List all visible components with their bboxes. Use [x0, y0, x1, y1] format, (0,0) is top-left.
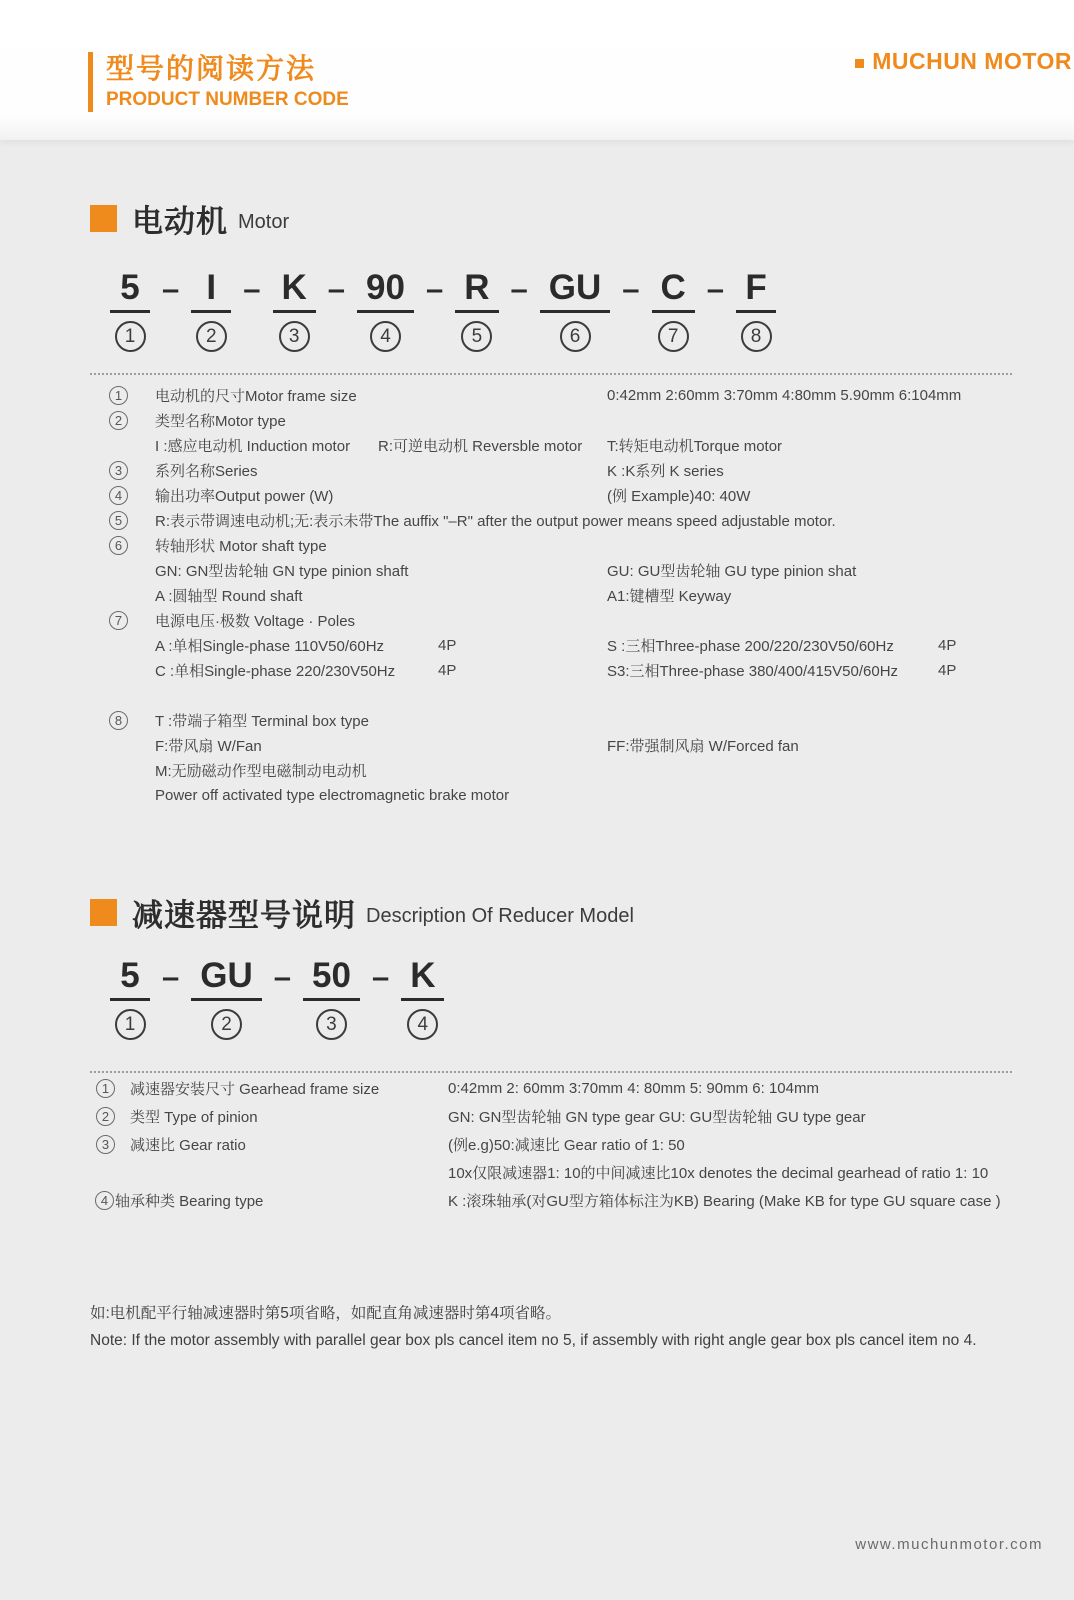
spec-row	[90, 708, 1022, 733]
spec-row	[90, 408, 1022, 433]
code-dash: –	[327, 271, 346, 306]
row-option: 4P	[438, 662, 457, 679]
row-option: 4P	[938, 637, 957, 654]
code-segment	[401, 956, 444, 1040]
row-number: 2	[109, 411, 128, 430]
row-label: T :带端子箱型 Terminal box type	[155, 713, 369, 730]
row-label: 电动机的尺寸Motor frame size	[155, 388, 357, 405]
brand-name: MUCHUN MOTOR	[872, 48, 1072, 74]
spec-row	[90, 658, 1022, 683]
code-text: 5	[110, 956, 150, 1001]
row-option: F:带风扇 W/Fan	[155, 738, 262, 755]
row-option: A :圆轴型 Round shaft	[155, 588, 303, 605]
row-number: 3	[109, 461, 128, 480]
row-option: C :单相Single-phase 220/230V50Hz	[155, 663, 396, 680]
spec-row	[90, 583, 1022, 608]
row-number: 3	[96, 1135, 115, 1154]
reducer-heading-en: Description Of Reducer Model	[366, 905, 634, 927]
spec-row	[90, 783, 1022, 808]
spec-row	[90, 1130, 1022, 1158]
reducer-spec-list	[90, 1074, 1022, 1214]
code-segment	[736, 268, 776, 352]
top-band	[0, 0, 1074, 140]
row-number: 6	[109, 536, 128, 555]
motor-spec-list	[90, 383, 1022, 808]
row-value: GN: GN型齿轮轴 GN type gear GU: GU型齿轮轴 GU type gear	[448, 1108, 866, 1126]
spec-row	[90, 1186, 1022, 1214]
code-segment	[110, 268, 150, 352]
code-text: GU	[191, 956, 262, 1001]
row-value: 0:42mm 2: 60mm 3:70mm 4: 80mm 5: 90mm 6: 104mm	[448, 1079, 819, 1097]
code-segment	[540, 268, 611, 352]
row-number: 4	[109, 486, 128, 505]
brand-logo	[855, 48, 1072, 75]
row-option: FF:带强制风扇 W/Forced fan	[607, 738, 799, 755]
row-number: 1	[96, 1079, 115, 1098]
row-label: 类型名称Motor type	[155, 413, 286, 430]
code-dash: –	[425, 271, 444, 306]
row-label: 输出功率Output power (W)	[155, 488, 334, 505]
code-segment	[110, 956, 150, 1040]
row-option: R:可逆电动机 Reversble motor	[378, 438, 583, 455]
row-value: (例 Example)40: 40W	[607, 488, 751, 505]
code-dash: –	[510, 271, 528, 306]
motor-model-code	[100, 268, 786, 352]
page-header	[88, 52, 349, 112]
code-text: K	[273, 268, 316, 313]
spec-row	[90, 558, 1022, 583]
row-value: (例e.g)50:减速比 Gear ratio of 1: 50	[448, 1136, 685, 1154]
dotted-divider	[90, 1071, 1012, 1073]
spec-row	[90, 608, 1022, 633]
circled-number: 5	[461, 321, 492, 352]
circled-number: 1	[115, 1009, 146, 1040]
spec-row	[90, 733, 1022, 758]
row-number: 8	[109, 711, 128, 730]
circled-number: 3	[279, 321, 310, 352]
code-segment	[273, 268, 316, 352]
row-option: T:转矩电动机Torque motor	[607, 438, 783, 455]
spec-row	[90, 1074, 1022, 1102]
row-label: R:表示带调速电动机;无:表示未带The auffix "–R" after the output power means speed adjustable motor.	[155, 513, 836, 530]
motor-section-heading	[90, 196, 289, 241]
footnote-zh: 如:电机配平行轴减速器时第5项省略，如配直角减速器时第4项省略。	[90, 1305, 562, 1322]
footer-url: www.muchunmotor.com	[855, 1536, 1043, 1553]
row-label: 减速比 Gear ratio	[130, 1136, 246, 1154]
row-label: 电源电压·极数 Voltage · Poles	[155, 613, 356, 630]
reducer-model-code	[100, 956, 454, 1040]
spec-row	[90, 383, 1022, 408]
code-segment	[191, 268, 231, 352]
row-number: 1	[109, 386, 128, 405]
section-marker-icon	[90, 205, 117, 232]
row-label: 转轴形状 Motor shaft type	[155, 538, 327, 555]
code-text: K	[401, 956, 444, 1001]
circled-number: 2	[211, 1009, 242, 1040]
code-dash: –	[243, 271, 261, 306]
row-label: 系列名称Series	[155, 463, 258, 480]
spec-row	[90, 483, 1022, 508]
code-text: F	[736, 268, 776, 313]
row-option: S :三相Three-phase 200/220/230V50/60Hz	[607, 638, 894, 655]
spec-row	[90, 458, 1022, 483]
reducer-section-heading	[90, 890, 634, 935]
row-option: A1:键槽型 Keyway	[607, 588, 732, 605]
spec-row	[90, 758, 1022, 783]
code-dash: –	[162, 271, 180, 306]
spec-row	[90, 533, 1022, 558]
circled-number: 2	[196, 321, 227, 352]
row-number: 5	[109, 511, 128, 530]
row-label: 减速器安装尺寸 Gearhead frame size	[130, 1080, 380, 1098]
row-value: K :滚珠轴承(对GU型方箱体标注为KB) Bearing (Make KB for type GU square case )	[448, 1192, 1001, 1210]
code-text: R	[455, 268, 498, 313]
row-option: I :感应电动机 Induction motor	[155, 438, 351, 455]
code-dash: –	[273, 959, 291, 994]
circled-number: 7	[658, 321, 689, 352]
spec-row	[90, 1102, 1022, 1130]
brand-bullet-icon	[855, 59, 864, 68]
code-text: C	[652, 268, 695, 313]
row-option: Power off activated type electromagnetic brake motor	[155, 787, 510, 804]
code-dash: –	[622, 271, 640, 306]
row-option: 4P	[438, 637, 457, 654]
row-option: S3:三相Three-phase 380/400/415V50/60Hz	[607, 663, 899, 680]
spec-row	[90, 633, 1022, 658]
spec-row	[90, 508, 1022, 533]
footnote	[90, 1300, 977, 1354]
row-label: 轴承种类 Bearing type	[115, 1192, 264, 1210]
code-text: 50	[303, 956, 360, 1001]
code-dash: –	[162, 959, 180, 994]
page-title-en: PRODUCT NUMBER CODE	[106, 89, 349, 110]
motor-heading-zh: 电动机	[132, 204, 228, 239]
code-text: 90	[357, 268, 414, 313]
dotted-divider	[90, 373, 1012, 375]
footnote-en: Note: If the motor assembly with parallel gear box pls cancel item no 5, if assembly with right angle gear box pls cancel item no 4.	[90, 1332, 977, 1349]
circled-number: 4	[407, 1009, 438, 1040]
code-text: I	[191, 268, 231, 313]
code-segment	[652, 268, 695, 352]
row-number: 2	[96, 1107, 115, 1126]
circled-number: 4	[370, 321, 401, 352]
circled-number: 3	[316, 1009, 347, 1040]
spec-row	[90, 433, 1022, 458]
code-text: GU	[540, 268, 611, 313]
spec-row	[90, 1158, 1022, 1186]
circled-number: 8	[741, 321, 772, 352]
circled-number: 6	[560, 321, 591, 352]
code-segment	[455, 268, 498, 352]
row-label: 类型 Type of pinion	[130, 1108, 258, 1126]
row-value: K :K系列 K series	[607, 463, 724, 480]
row-number: 4	[95, 1191, 114, 1210]
code-dash: –	[706, 271, 725, 306]
row-option: M:无励磁动作型电磁制动电动机	[155, 763, 367, 780]
section-marker-icon	[90, 899, 117, 926]
page-title-zh: 型号的阅读方法	[106, 53, 317, 84]
row-option: GU: GU型齿轮轴 GU type pinion shat	[607, 563, 857, 580]
row-option: A :单相Single-phase 110V50/60Hz	[155, 638, 385, 655]
code-dash: –	[371, 959, 390, 994]
row-number: 7	[109, 611, 128, 630]
code-segment	[303, 956, 360, 1040]
row-value: 10x仅限减速器1: 10的中间减速比10x denotes the decimal gearhead of ratio 1: 10	[448, 1164, 989, 1182]
row-value: 0:42mm 2:60mm 3:70mm 4:80mm 5.90mm 6:104mm	[607, 387, 962, 404]
motor-heading-en: Motor	[238, 211, 290, 233]
row-option: 4P	[938, 662, 957, 679]
reducer-heading-zh: 减速器型号说明	[132, 898, 356, 933]
row-option: GN: GN型齿轮轴 GN type pinion shaft	[155, 563, 409, 580]
circled-number: 1	[115, 321, 146, 352]
code-segment	[191, 956, 262, 1040]
code-text: 5	[110, 268, 150, 313]
code-segment	[357, 268, 414, 352]
